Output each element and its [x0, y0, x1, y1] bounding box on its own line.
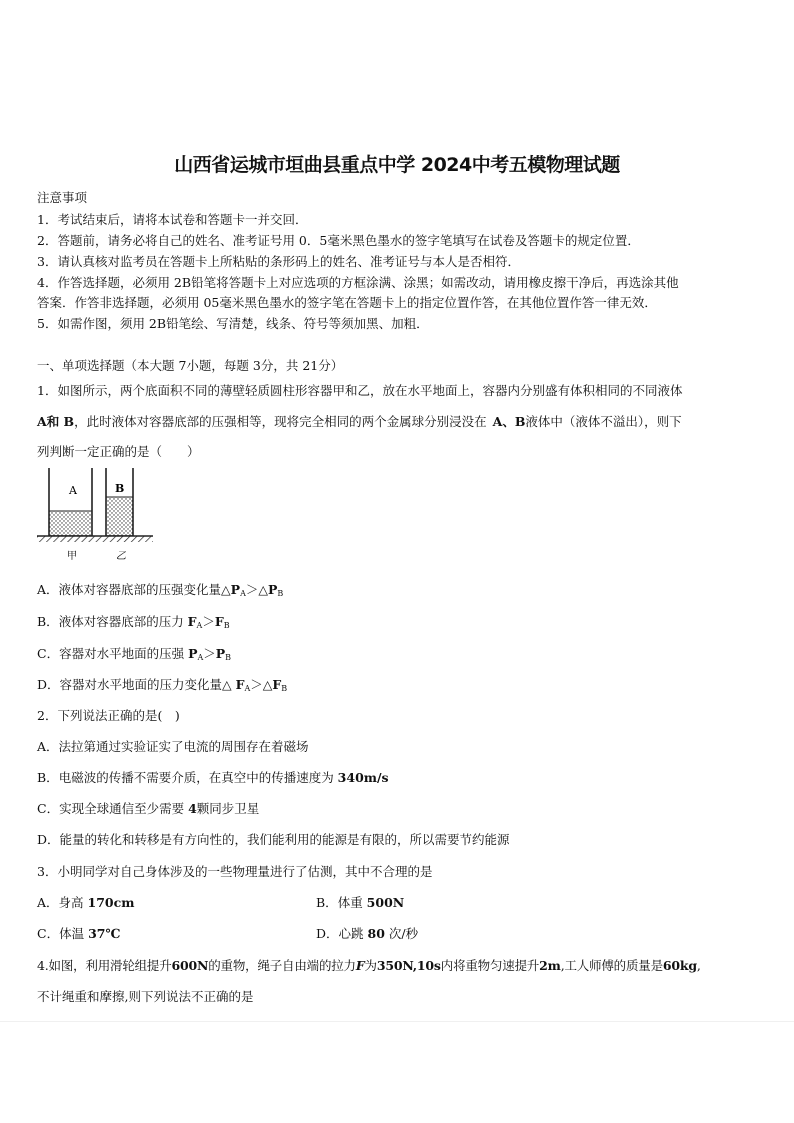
label-jia: 甲 [67, 551, 77, 562]
q2-stem: 2．下列说法正确的是( ) [37, 708, 180, 723]
q1-liquids-2: A、B [492, 414, 526, 429]
q3-stem: 3．小明同学对自己身体涉及的一些物理量进行了估测，其中不合理的是 [37, 864, 433, 879]
liquid-a [49, 511, 92, 536]
q1-line-1: 1．如图所示，两个底面积不同的薄壁轻质圆柱形容器甲和乙，放在水平地面上，容器内分别盛有体积相同的不同液体 [37, 383, 683, 398]
q1-line-2-text: ，此时液体对容器底部的压强相等，现将完全相同的两个金属球分别浸没在 [74, 414, 487, 429]
q1-option-a: A．液体对容器底部的压强变化量$\triangle P_A>\triangle P_B$ [37, 582, 284, 598]
notice-item-3: 3．请认真核对监考员在答题卡上所粘贴的条形码上的姓名、准考证号与本人是否相符． [37, 254, 520, 269]
q3-option-a: A．身高 170cm [37, 895, 135, 910]
notice-item-1: 1．考试结束后，请将本试卷和答题卡一并交回． [37, 212, 308, 227]
q1-option-d: D．容器对水平地面的压力变化量△ $F_A>\triangle F_B$ [37, 677, 288, 693]
q1-container-figure [37, 466, 153, 564]
page-title: 山西省运城市垣曲县重点中学 2024中考五模物理试题 [174, 154, 620, 176]
notice-item-4-cont: 答案．作答非选择题，必须用 05毫米黑色墨水的签字笔在答题卡上的指定位置作答，在其他位置作答一律无效． [37, 295, 657, 310]
notice-item-2: 2．答题前，请务必将自己的姓名、准考证号用 0．5毫米黑色墨水的签字笔填写在试卷及答题卡的规定位置． [37, 233, 640, 248]
q2-option-a: A．法拉第通过实验证实了电流的周围存在着磁场 [37, 739, 309, 754]
q3-option-d: D．心跳 80 次/秒 [316, 926, 419, 941]
q4-line-2: 不计绳重和摩擦,则下列说法不正确的是 [37, 989, 254, 1004]
ground-hatch [37, 536, 153, 542]
notice-item-4: 4．作答选择题，必须用 2B铅笔将答题卡上对应选项的方框涂满、涂黑；如需改动，请用橡皮擦干净后，再选涂其他 [37, 275, 679, 290]
label-a: A [69, 484, 77, 497]
page-bottom-rule [0, 1021, 794, 1022]
q2-option-b: B．电磁波的传播不需要介质，在真空中的传播速度为 340m/s [37, 770, 389, 785]
container-jia [49, 468, 92, 536]
q1-line-2 [37, 412, 682, 430]
q1-liquids: A和 B [37, 414, 75, 429]
section-heading: 一、单项选择题（本大题 7小题，每题 3分，共 21分） [37, 358, 344, 373]
q1-option-b: B．液体对容器底部的压力 $F_A>F_B$ [37, 614, 230, 630]
q2-option-c: C．实现全球通信至少需要 4颗同步卫星 [37, 801, 260, 816]
q1-option-c: C．容器对水平地面的压强 $P_A>P_B$ [37, 646, 232, 662]
q1-line-3: 列判断一定正确的是（ ） [37, 444, 200, 459]
container-yi [106, 468, 133, 536]
q3-option-b: B．体重 500N [316, 895, 405, 910]
q2-option-d: D．能量的转化和转移是有方向性的，我们能利用的能源是有限的，所以需要节约能源 [37, 832, 510, 847]
q3-option-c: C．体温 37℃ [37, 926, 121, 941]
liquid-b [106, 497, 133, 536]
label-yi: 乙 [116, 551, 126, 562]
q4-line-1: 4.如图，利用滑轮组提升600N的重物，绳子自由端的拉力F为350N,10s内将重物匀速提升2m,工人师傅的质量是60kg, [37, 958, 701, 973]
notice-item-5: 5．如需作图，须用 2B铅笔绘、写清楚，线条、符号等须加黑、加粗． [37, 316, 429, 331]
notice-heading: 注意事项 [37, 190, 88, 205]
label-b: B [115, 482, 125, 495]
q1-line-2-tail: 液体中（液体不溢出），则下 [525, 414, 682, 429]
